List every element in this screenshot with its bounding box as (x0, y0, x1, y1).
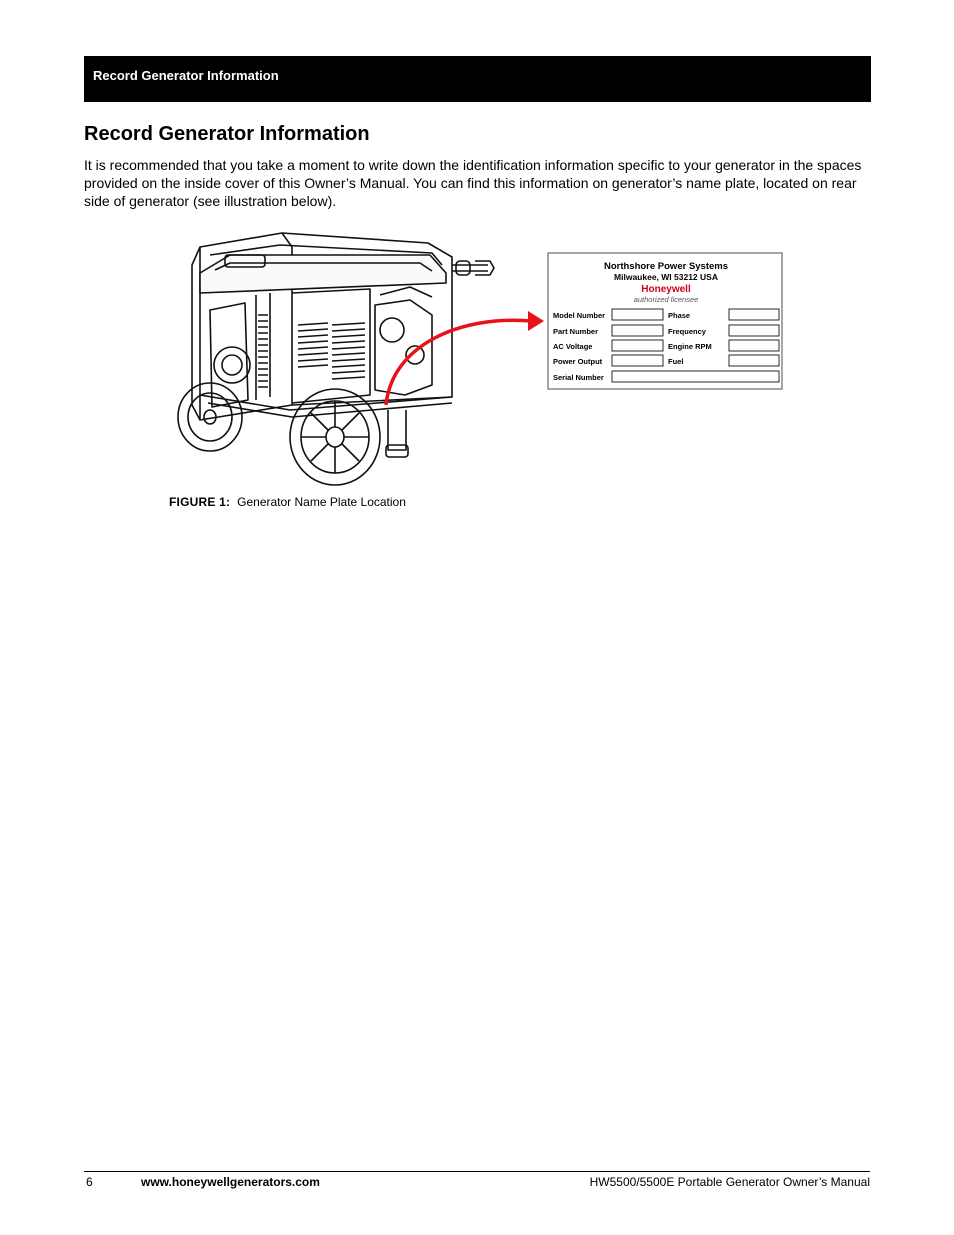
plate-field-engine-rpm: Engine RPM (668, 342, 712, 351)
figure-label: FIGURE 1: (169, 495, 231, 509)
plate-field-frequency: Frequency (668, 327, 706, 336)
plate-company: Northshore Power Systems (603, 261, 729, 272)
plate-field-fuel: Fuel (668, 357, 684, 366)
plate-field-phase: Phase (668, 311, 691, 320)
plate-field-part-number: Part Number (553, 327, 599, 336)
pointer-arrowhead (528, 311, 544, 331)
running-header (84, 56, 871, 102)
plate-brand-logo: Honeywell (641, 284, 691, 295)
pointer-arrow (386, 320, 532, 405)
section-title: Record Generator Information (84, 123, 370, 145)
plate-field-serial-number: Serial Number (553, 373, 604, 382)
name-plate (548, 253, 782, 389)
footer-rule (84, 1171, 870, 1172)
plate-address: Milwaukee, WI 53212 USA (614, 272, 718, 282)
generator-figure (170, 225, 790, 490)
plate-field-model-number: Model Number (553, 311, 606, 320)
running-header-title: Record Generator Information (93, 68, 279, 83)
footer-page-number: 6 (86, 1175, 93, 1189)
figure-caption (169, 495, 406, 509)
plate-field-ac-voltage: AC Voltage (553, 342, 593, 351)
generator-illustration (178, 233, 494, 485)
footer-website-link[interactable]: www.honeywellgenerators.com (141, 1175, 320, 1189)
footer-manual-title: HW5500/5500E Portable Generator Owner’s Manual (589, 1175, 870, 1189)
figure-caption-text: Generator Name Plate Location (237, 495, 406, 509)
plate-licensee: authorized licensee (633, 295, 699, 304)
plate-field-power-output: Power Output (553, 357, 603, 366)
body-paragraph: It is recommended that you take a moment to write down the identification information specific to your generator in the spaces provided on the inside cover of this Owner’s Manual. You can find this information on generator’s name plate, located on rear side of generator (see illustration below). (84, 157, 862, 209)
